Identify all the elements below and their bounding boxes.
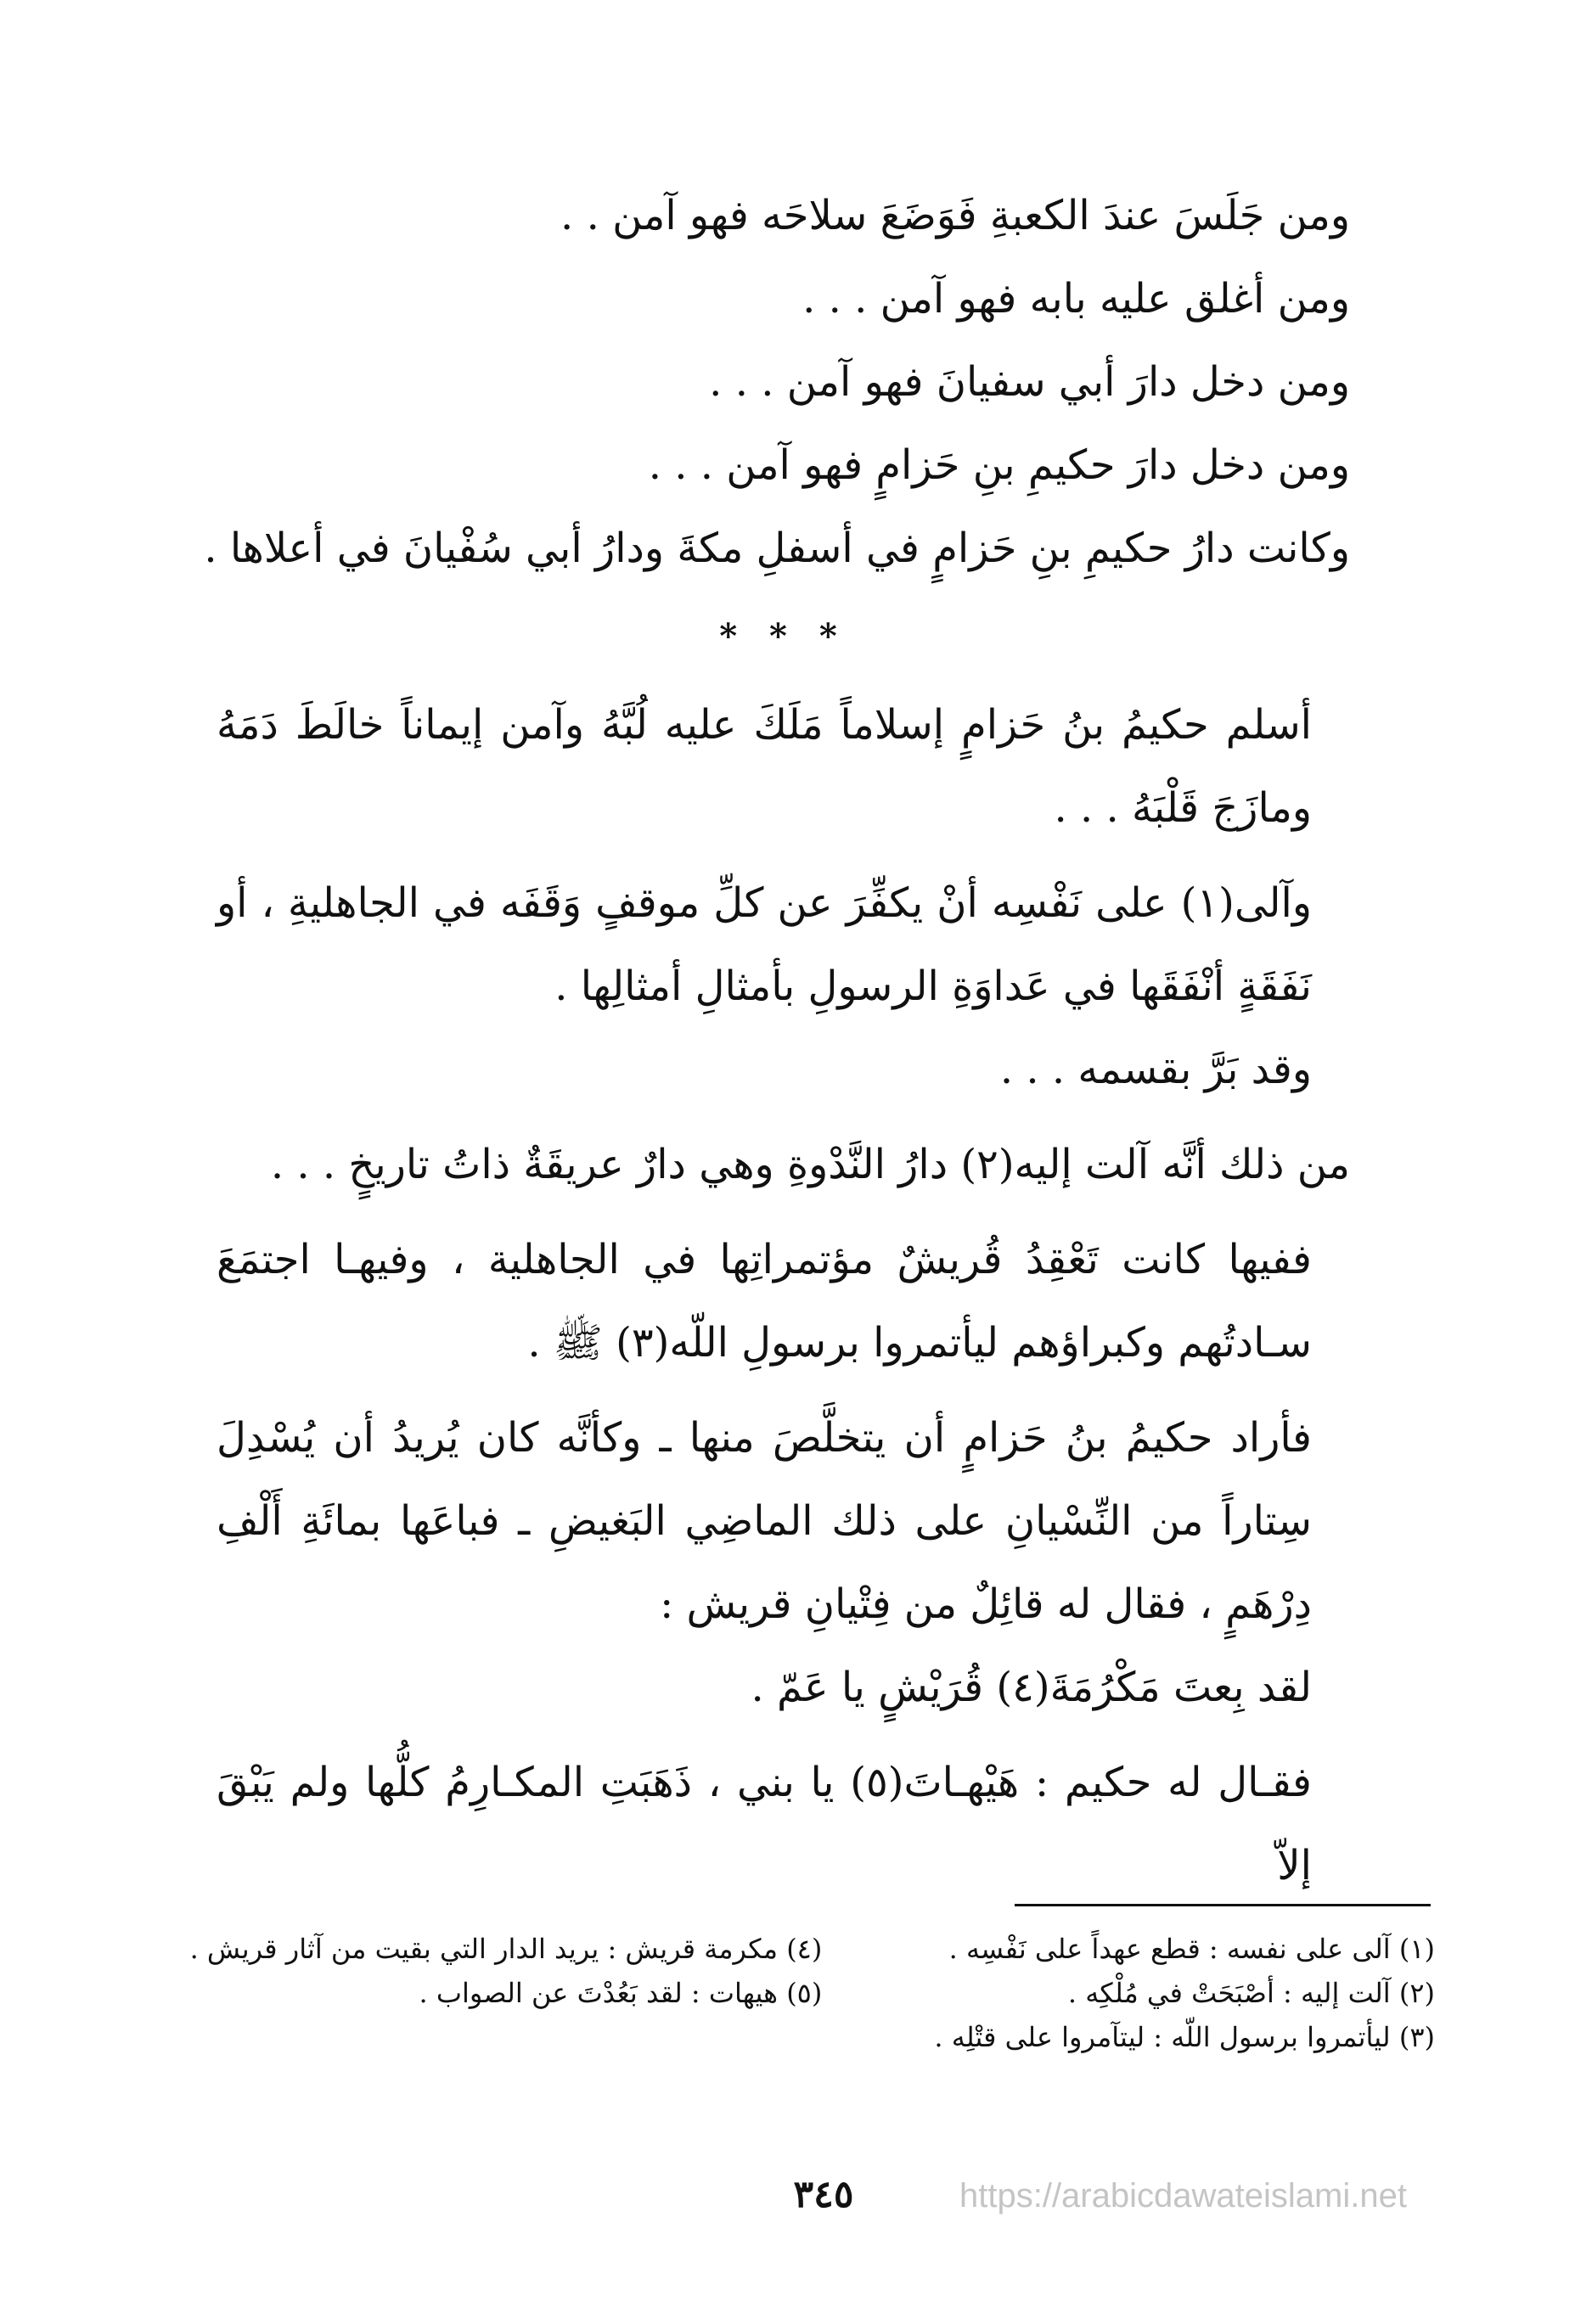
section-separator: * * * xyxy=(719,616,847,656)
footnote-2: (٢) آلت إليه : أصْبَحَتْ في مُلْكِه . xyxy=(1067,1977,1435,2009)
main-text xyxy=(204,174,1350,1907)
safety-line-door: ومن أغلق عليه بابه فهو آمن . . . xyxy=(802,275,1350,323)
footnote-5: (٥) هيهات : لقد بَعُدْتَ عن الصواب . xyxy=(419,1977,823,2009)
safety-list xyxy=(204,174,1350,590)
watermark-url: https://arabicdawateislami.net xyxy=(959,2177,1407,2215)
safety-line-kaaba: ومن جَلَسَ عندَ الكعبةِ فَوَضَعَ سلاحَه فهو آمن . . xyxy=(560,192,1350,239)
footnote-4: (٤) مكرمة قريش : يريد الدار التي بقيت من آثار قريش . xyxy=(189,1933,823,1965)
paragraph-nadwa: من ذلك أنَّه آلت إليه(٢) دارُ النَّدْوةِ وهي دارٌ عريقَةٌ ذاتُ تاريخٍ . . . xyxy=(270,1141,1350,1188)
footnote-3: (٣) ليأتمروا برسول اللّه : ليتآمروا على قتْلِه . xyxy=(934,2021,1435,2053)
footnote-divider xyxy=(1015,1904,1431,1906)
page-number: ٣٤٥ xyxy=(793,2173,854,2216)
footnotes-left-column xyxy=(189,1927,823,2015)
paragraph-vow: وآلى(١) على نَفْسِه أنْ يكفِّرَ عن كلِّ موقفٍ وَقَفَه في الجاهليةِ ، أو نَفَقَةٍ أنْفَقَها في عَداوَةِ الرسولِ بأمثالِ أمثالِها . xyxy=(217,879,1312,1010)
paragraph-quraysh: ففيها كانت تَعْقِدُ قُريشٌ مؤتمراتِها في الجاهلية ، وفيهـا اجتمَعَ سـادتُهم وكبراؤهم ليأتمروا برسولِ اللّه(٣) ﷺ . xyxy=(217,1236,1312,1367)
paragraph-makruma: لقد بِعتَ مَكْرُمَةَ(٤) قُرَيْشٍ يا عَمّ . xyxy=(751,1664,1312,1711)
paragraph-islam: أسلم حكيمُ بنُ حَزامٍ إسلاماً مَلَكَ عليه لُبَّهُ وآمن إيماناً خالَطَ دَمَهُ ومازَجَ قَلْبَهُ . . . xyxy=(217,701,1312,832)
houses-location-line: وكانت دارُ حكيمِ بنِ حَزامٍ في أسفلِ مكةَ ودارُ أبي سُفْيانَ في أعلاها . xyxy=(204,525,1350,572)
footnote-1: (١) آلى على نفسه : قطع عهداً على نَفْسِه . xyxy=(948,1933,1435,1965)
safety-line-hakim: ومن دخل دارَ حكيمِ بنِ حَزامٍ فهو آمن . . . xyxy=(648,441,1350,489)
paragraph-reply: فقـال له حكيم : هَيْهـاتَ(٥) يا بني ، ذَهَبَتِ المكـارِمُ كلُّها ولم يَبْقَ إلاّ xyxy=(217,1759,1312,1889)
footnotes-right-column xyxy=(847,1927,1435,2059)
paragraph-oath: وقد بَرَّ بقسمه . . . xyxy=(999,1046,1312,1093)
paragraph-sale: فأراد حكيمُ بنُ حَزامٍ أن يتخلَّصَ منها ـ وكأنَّه كان يُريدُ أن يُسْدِلَ سِتاراً من النِّسْيانِ على ذلك الماضِي البَغيضِ ـ فباعَها بمائَةِ أَلْفِ دِرْهَمٍ ، فقال له قائِلٌ من فِتْيانِ قريش : xyxy=(217,1414,1313,1628)
safety-line-abu-sufyan: ومن دخل دارَ أبي سفيانَ فهو آمن . . . xyxy=(709,358,1350,406)
